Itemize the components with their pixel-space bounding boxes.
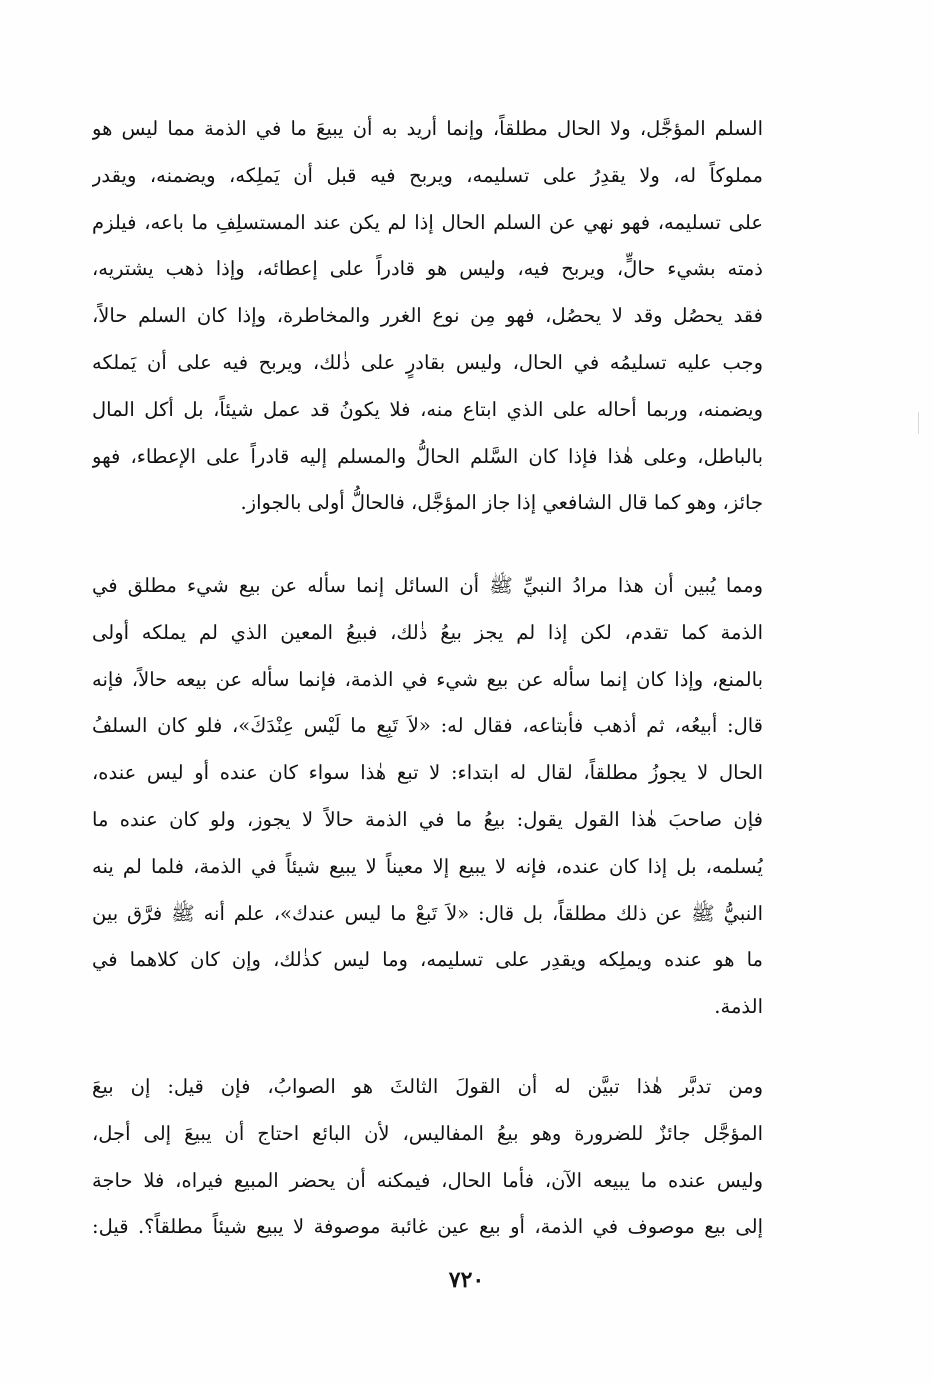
text-line: فإن صاحبَ هٰذا القول يقول: بيعُ ما في الذمة حالاً لا يجوز، ولو كان عنده ما: [92, 807, 763, 831]
paragraph-1: [92, 106, 763, 527]
text-line: المؤجَّل جائزٌ للضرورة وهو بيعُ المفاليس، لأن البائع احتاج أن يبيعَ إلى أجل،: [92, 1121, 763, 1145]
text-line: ما هو عنده ويملِكه ويقدِر على تسليمه، وما ليس كذٰلك، وإن كان كلاهما في: [92, 948, 763, 972]
text-line: ومما يُبين أن هذا مرادُ النبيِّ ﷺ أن السائل إنما سأله عن بيع شيء مطلق في: [92, 574, 763, 597]
text-line: مملوكاً له، ولا يقدِرُ على تسليمه، ويربح فيه قبل أن يَملِكه، ويضمنه، ويقدر: [92, 163, 763, 187]
text-line: الذمة كما تقدم، لكن إذا لم يجز بيعُ ذٰلك، فبيعُ المعين الذي لم يملكه أولى: [92, 620, 763, 644]
text-line: وليس عنده ما يبيعه الآن، فأما الحال، فيمكنه أن يحضر المبيع فيراه، فلا حاجة: [92, 1168, 763, 1192]
page-number: ٧٢٠: [448, 1267, 485, 1293]
text-line: فقد يحصُل وقد لا يحصُل، فهو مِن نوع الغرر والمخاطرة، وإذا كان السلم حالاً،: [92, 304, 763, 328]
text-line: إلى بيع موصوف في الذمة، أو بيع عين غائبة موصوفة لا يبيع شيئاً مطلقاً؟. قيل:: [92, 1215, 763, 1239]
text-line: الحال لا يجوزُ مطلقاً، لقال له ابتداء: لا تبع هٰذا سواء كان عنده أو ليس عنده،: [92, 761, 763, 785]
paragraph-2: [92, 563, 763, 1031]
text-line: ويضمنه، وربما أحاله على الذي ابتاع منه، فلا يكونُ قد عمل شيئاً، بل أكل المال: [92, 397, 763, 421]
text-line: وجب عليه تسليمُه في الحال، وليس بقادرٍ على ذٰلك، ويربح فيه على أن يَملكه: [92, 350, 763, 374]
text-line: ذمته بشيء حالٍّ، ويربح فيه، وليس هو قادراً على إعطائه، وإذا ذهب يشتريه،: [92, 257, 763, 281]
text-line: جائز، وهو كما قال الشافعي إذا جاز المؤجَّل، فالحالُّ أولى بالجواز.: [240, 491, 763, 515]
text-line: يُسلمه، بل إذا كان عنده، فإنه لا يبيع إلا معيناً لا يبيع شيئاً في الذمة، فلما لم ينه: [92, 854, 763, 878]
text-line: على تسليمه، فهو نهي عن السلم الحال إذا لم يكن عند المستسلِفِ ما باعه، فيلزم: [92, 210, 763, 234]
text-line: قال: أبيعُه، ثم أذهب فأبتاعه، فقال له: «لاَ تَبِع ما لَيْس عِنْدَكَ»، فلو كان السلفُ: [92, 714, 763, 738]
text-line: بالباطل، وعلى هٰذا فإذا كان السَّلم الحالُّ والمسلم إليه قادراً على الإعطاء، فهو: [92, 444, 763, 468]
paragraph-3: [92, 1064, 763, 1251]
scan-mark: [918, 412, 919, 434]
text-line: الذمة.: [714, 995, 763, 1019]
text-line: ومن تدبَّر هٰذا تبيَّن له أن القولَ الثالثَ هو الصوابُ، فإن قيل: إن بيعَ: [92, 1075, 763, 1098]
text-line: بالمنع، وإذا كان إنما سأله عن بيع شيء في الذمة، فإنما سأله عن بيعه حالاً، فإنه: [92, 667, 763, 691]
text-line: السلم المؤجَّل، ولا الحال مطلقاً، وإنما أريد به أن يبيعَ ما في الذمة مما ليس هو: [92, 117, 763, 140]
text-line: النبيُّ ﷺ عن ذلك مطلقاً، بل قال: «لاَ تَبعْ ما ليس عندك»، علم أنه ﷺ فرَّق بين: [92, 901, 763, 925]
